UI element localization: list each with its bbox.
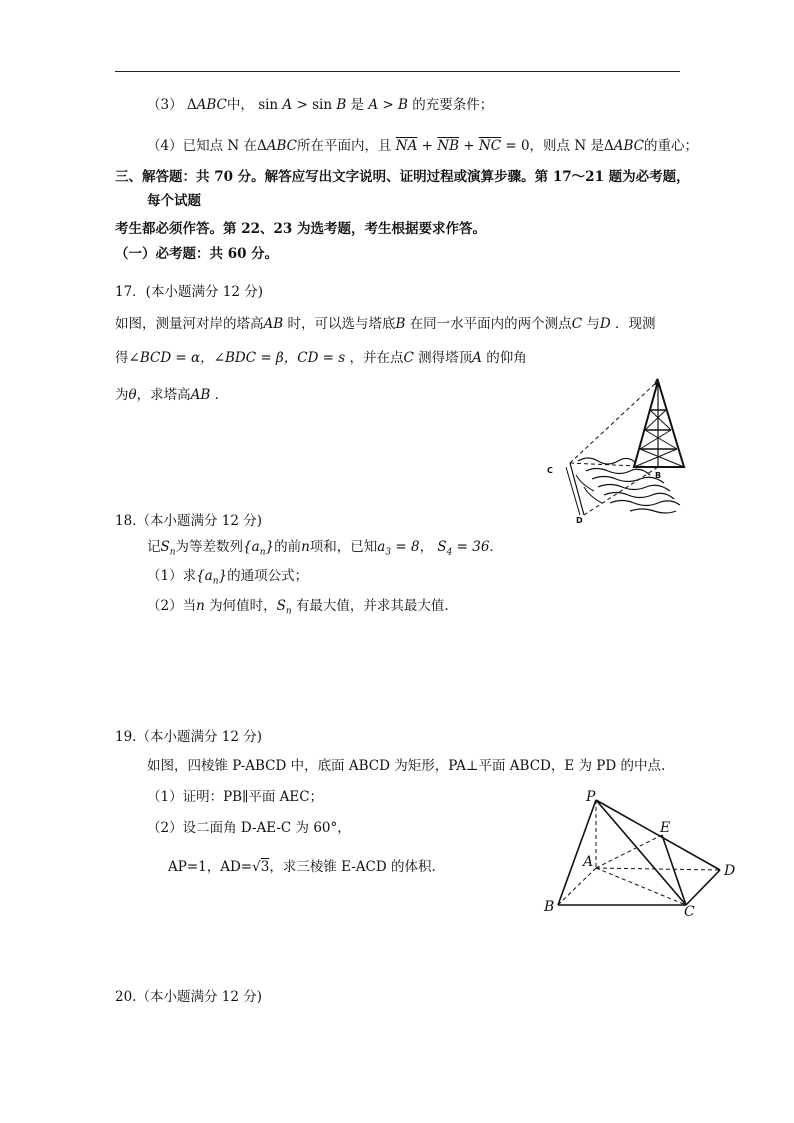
item-4: （4）已知点 N 在ΔABC所在平面内，且 $\overline{NA} + \overline{NB} + \overline{NC} = 0$，则点 N 是ΔABC的重心； [147, 138, 698, 154]
tower-river-figure [540, 375, 700, 525]
pyramid-label-a: A [583, 854, 594, 870]
tower-label-c: C [547, 466, 553, 475]
pyramid-label-p: P [586, 789, 596, 805]
q18-part-2: （2）当n 为何值时，$S_n$ 有最大值，并求其最大值. [147, 598, 449, 617]
tower-label-a: A [654, 378, 661, 387]
section-3-line-1: 三、解答题：共 70 分。解答应写出文字说明、证明过程或演算步骤。第 17～21 题为必考题， [115, 169, 690, 185]
pyramid-label-e: E [660, 820, 671, 836]
q19-line-1: 如图，四棱锥 P-ABCD 中，底面 ABCD 为矩形，PA⊥平面 ABCD，E 为 PD 的中点. [147, 758, 666, 774]
header-rule [115, 71, 680, 72]
item-4-number: （4） [147, 138, 183, 154]
section-3-line-2: 每个试题 [147, 193, 201, 209]
tower-label-d: D [576, 516, 583, 525]
q19-part-1: （1）证明：PB∥平面 AEC； [147, 789, 324, 805]
q17-line-2: 得∠BCD = α，∠BDC = β，CD = s ，并在点C 测得塔顶A 的仰角 [115, 350, 527, 366]
q18-part-1: （1）求$\{a_n\}$的通项公式； [147, 568, 309, 587]
q20-header: 20.（本小题满分 12 分) [115, 989, 262, 1005]
tower-label-b: B [655, 471, 662, 480]
q19-part-2: （2）设二面角 D-AE-C 为 60°， [147, 820, 351, 836]
q19-part-3: AP=1，AD=√3，求三棱锥 E-ACD 的体积. [168, 859, 436, 875]
pyramid-figure [540, 790, 740, 920]
q17-line-3: 为θ，求塔高AB ． [115, 387, 229, 403]
item-3: （3） ΔABC中， sin A > sin B 是 A > B 的充要条件； [147, 97, 494, 113]
q18-header: 18.（本小题满分 12 分) [115, 513, 262, 529]
q19-header: 19.（本小题满分 12 分) [115, 729, 262, 745]
item-3-text: 的充要条件； [412, 97, 494, 113]
pyramid-label-d: D [724, 863, 736, 879]
q17-line-1: 如图，测量河对岸的塔高AB 时，可以选与塔底B 在同一水平面内的两个测点C 与D ．现测 [115, 316, 656, 332]
section-3-line-3: 考生都必须作答。第 22、23 为选考题，考生根据要求作答。 [115, 221, 486, 237]
q17-header: 17．(本小题满分 12 分) [115, 284, 263, 300]
q18-line-1: 记$S_n$为等差数列$\{a_n\}$的前n项和，已知$a_3 = 8$， $S_4 = 36$． [147, 539, 503, 558]
pyramid-label-b: B [544, 899, 555, 915]
item-3-number: （3） [147, 97, 183, 113]
section-3-subheading: （一）必考题：共 60 分。 [115, 246, 279, 262]
pyramid-label-c: C [684, 904, 695, 920]
